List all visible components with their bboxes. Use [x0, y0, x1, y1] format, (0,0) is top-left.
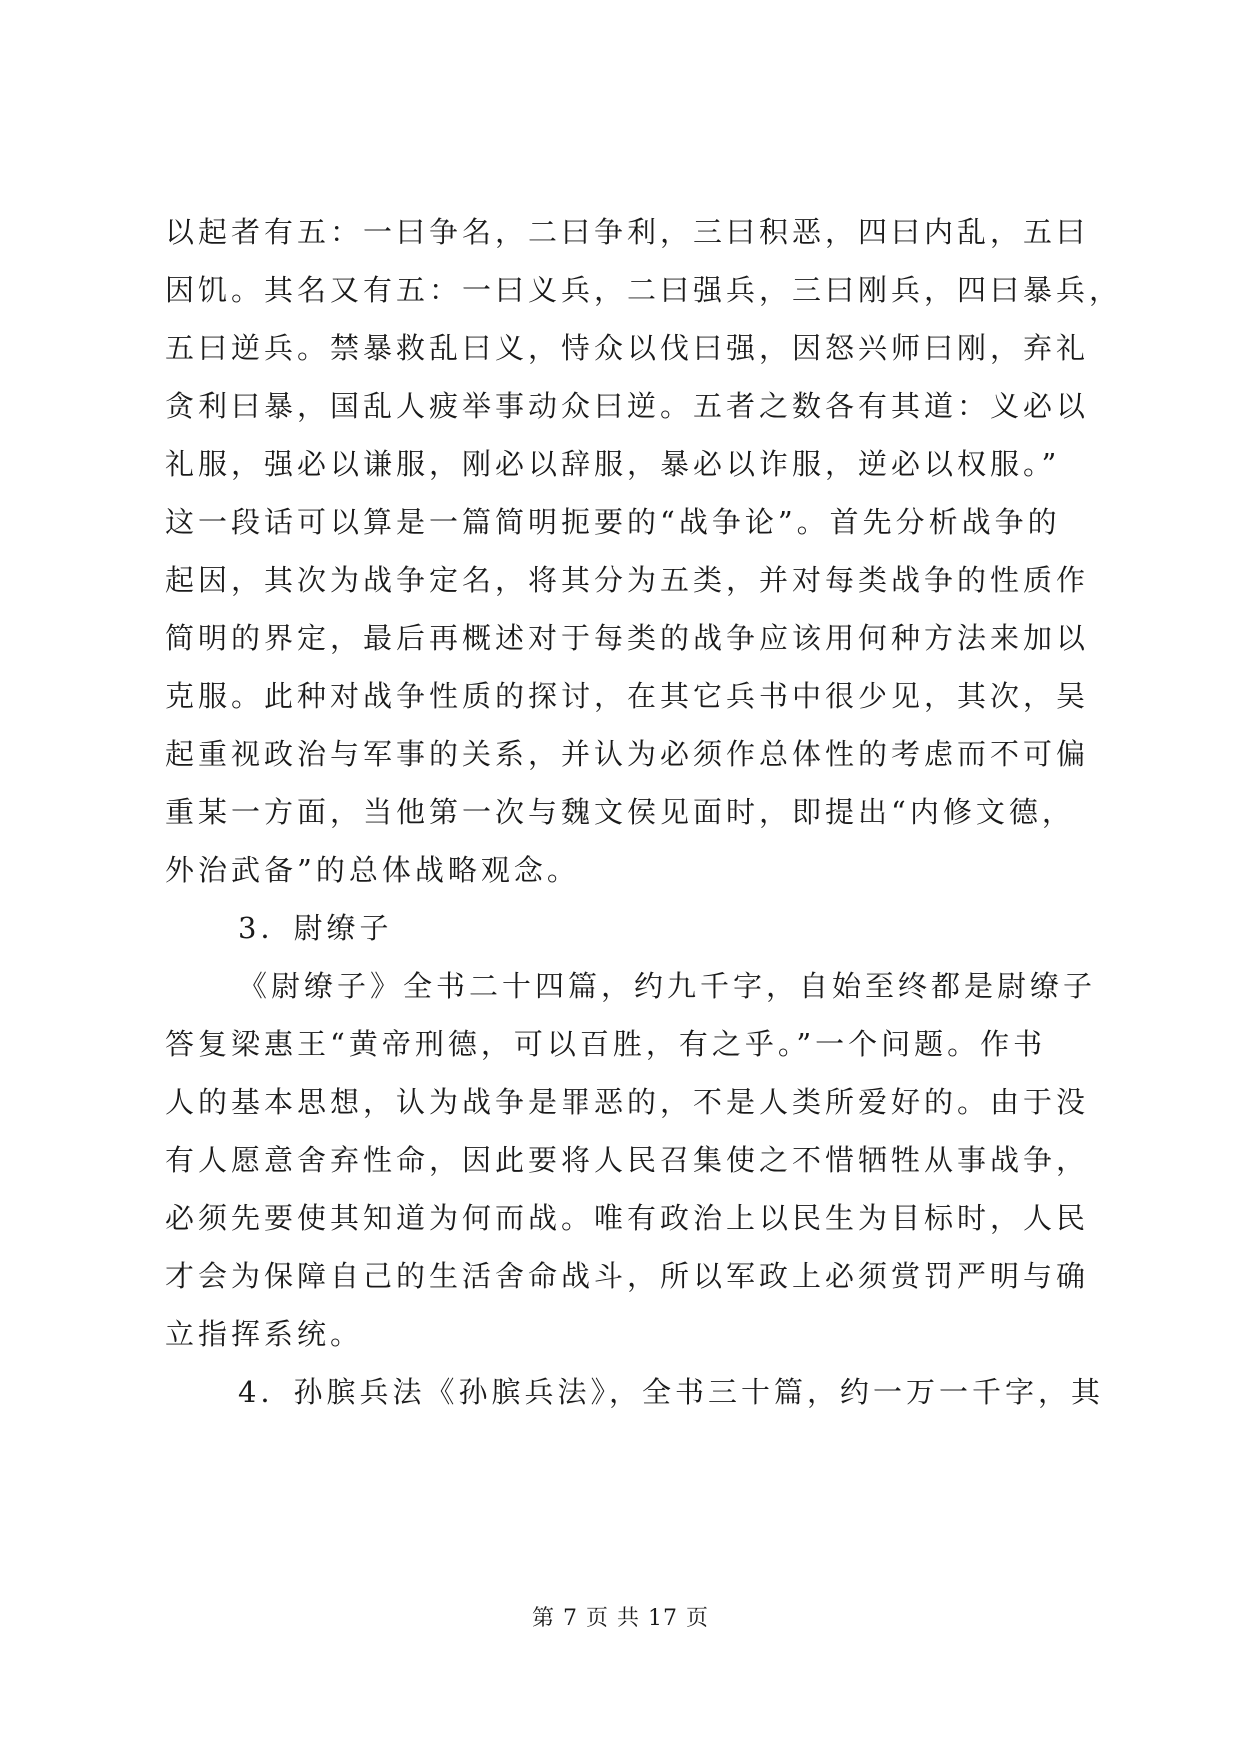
body-line-4: 贪利曰暴，国乱人疲举事动众曰逆。五者之数各有其道：义必以 — [165, 389, 1090, 423]
section3-line-3: 人的基本思想，认为战争是罪恶的，不是人类所爱好的。由于没 — [165, 1085, 1090, 1119]
body-line-7: 起因，其次为战争定名，将其分为五类，并对每类战争的性质作 — [165, 563, 1090, 597]
body-line-3: 五曰逆兵。禁暴救乱曰义，恃众以伐曰强，因怒兴师曰刚，弃礼 — [165, 331, 1090, 365]
body-line-5: 礼服，强必以谦服，刚必以辞服，暴必以诈服，逆必以权服。” — [165, 447, 1061, 481]
section-heading-3: 3．尉缭子 — [238, 911, 393, 945]
body-line-1: 以起者有五：一曰争名，二曰争利，三曰积恶，四曰内乱，五曰 — [165, 215, 1090, 249]
body-line-12: 外治武备”的总体战略观念。 — [165, 853, 580, 887]
section3-line-4: 有人愿意舍弃性命，因此要将人民召集使之不惜牺牲从事战争， — [165, 1143, 1090, 1177]
section3-line-1: 《尉缭子》全书二十四篇，约九千字，自始至终都是尉缭子 — [238, 969, 1097, 1003]
body-line-2: 因饥。其名又有五：一曰义兵，二曰强兵，三曰刚兵，四曰暴兵， — [165, 273, 1123, 307]
page-number-footer: 第 7 页 共 17 页 — [532, 1606, 709, 1631]
body-line-6: 这一段话可以算是一篇简明扼要的“战争论”。首先分析战争的 — [165, 505, 1061, 539]
body-line-10: 起重视政治与军事的关系，并认为必须作总体性的考虑而不可偏 — [165, 737, 1090, 771]
body-line-9: 克服。此种对战争性质的探讨，在其它兵书中很少见，其次，吴 — [165, 679, 1090, 713]
section3-line-2: 答复梁惠王“黄帝刑德，可以百胜，有之乎。”一个问题。作书 — [165, 1027, 1047, 1061]
body-line-8: 简明的界定，最后再概述对于每类的战争应该用何种方法来加以 — [165, 621, 1090, 655]
section4-line-1: 4．孙膑兵法《孙膑兵法》，全书三十篇，约一万一千字，其 — [238, 1375, 1104, 1409]
body-line-11: 重某一方面，当他第一次与魏文侯见面时，即提出“内修文德， — [165, 795, 1075, 829]
section3-line-6: 才会为保障自己的生活舍命战斗，所以军政上必须赏罚严明与确 — [165, 1259, 1090, 1293]
section3-line-7: 立指挥系统。 — [165, 1317, 364, 1351]
section3-line-5: 必须先要使其知道为何而战。唯有政治上以民生为目标时，人民 — [165, 1201, 1090, 1235]
